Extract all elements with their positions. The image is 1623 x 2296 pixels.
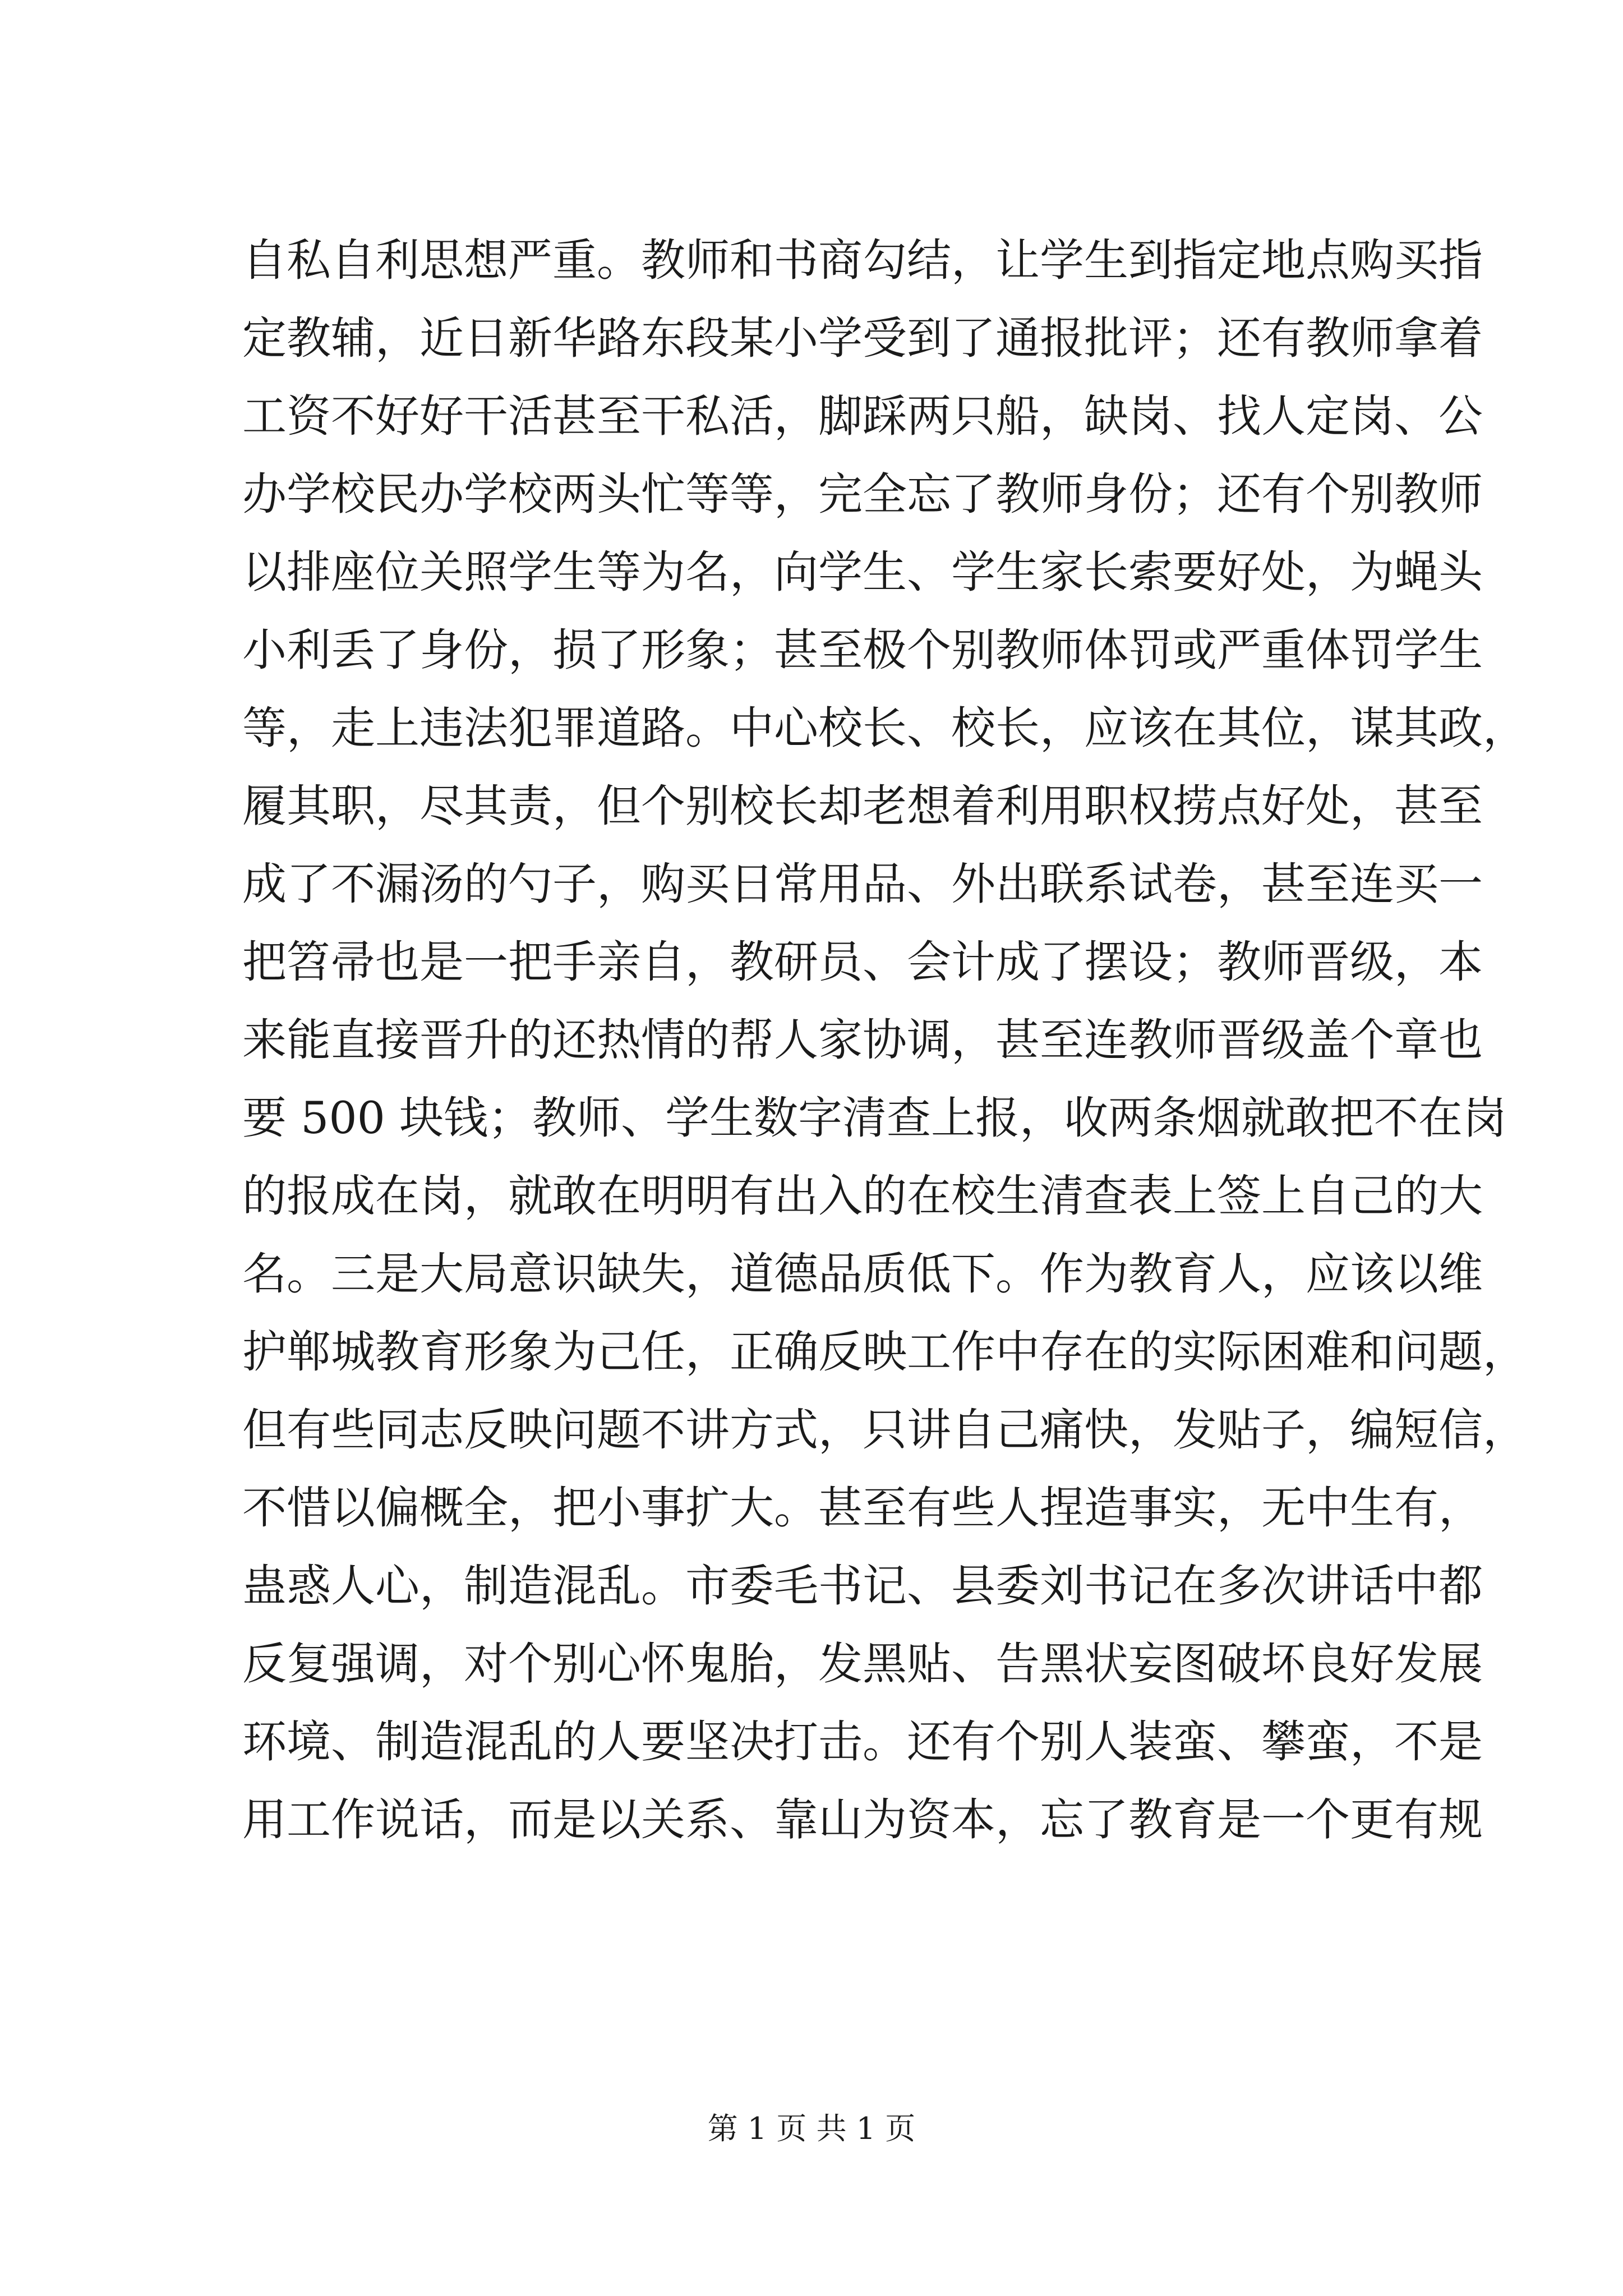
- text-line-17: 不惜以偏概全，把小事扩大。甚至有些人捏造事实，无中生有，: [242, 1482, 1483, 1534]
- text-line-18: 蛊惑人心，制造混乱。市委毛书记、县委刘书记在多次讲话中都: [242, 1560, 1483, 1612]
- text-line-7: 等，走上违法犯罪道路。中心校长、校长，应该在其位，谋其政，: [242, 702, 1527, 754]
- text-line-16: 但有些同志反映问题不讲方式，只讲自己痛快，发贴子，编短信，: [242, 1404, 1527, 1456]
- text-line-19: 反复强调，对个别心怀鬼胎，发黑贴、告黑状妄图破坏良好发展: [242, 1638, 1483, 1690]
- text-line-15: 护郸城教育形象为己任，正确反映工作中存在的实际困难和问题，: [242, 1326, 1527, 1378]
- page-number-label: 第 1 页 共 1 页: [707, 2111, 916, 2146]
- text-line-10: 把笤帚也是一把手亲自，教研员、会计成了摆设；教师晋级，本: [242, 936, 1483, 988]
- text-line-2: 定教辅，近日新华路东段某小学受到了通报批评；还有教师拿着: [242, 312, 1483, 364]
- page-footer: [0, 2109, 1623, 2148]
- text-line-6: 小利丢了身份，损了形象；甚至极个别教师体罚或严重体罚学生: [242, 624, 1483, 676]
- text-line-1: 自私自利思想严重。教师和书商勾结，让学生到指定地点购买指: [242, 234, 1483, 286]
- body-text: [242, 222, 1527, 1859]
- text-line-4: 办学校民办学校两头忙等等，完全忘了教师身份；还有个别教师: [242, 468, 1483, 520]
- text-line-9: 成了不漏汤的勺子，购买日常用品、外出联系试卷，甚至连买一: [242, 858, 1483, 910]
- text-line-5: 以排座位关照学生等为名，向学生、学生家长索要好处，为蝇头: [242, 546, 1483, 598]
- text-line-21: 用工作说话，而是以关系、靠山为资本，忘了教育是一个更有规: [242, 1794, 1483, 1846]
- text-line-20: 环境、制造混乱的人要坚决打击。还有个别人装蛮、攀蛮，不是: [242, 1716, 1483, 1768]
- text-line-14: 名。三是大局意识缺失，道德品质低下。作为教育人，应该以维: [242, 1248, 1483, 1300]
- text-line-8: 履其职，尽其责，但个别校长却老想着利用职权捞点好处，甚至: [242, 780, 1483, 832]
- text-line-11: 来能直接晋升的还热情的帮人家协调，甚至连教师晋级盖个章也: [242, 1014, 1483, 1066]
- text-line-12: 要 500 块钱；教师、学生数字清查上报，收两条烟就敢把不在岗: [242, 1092, 1507, 1144]
- text-line-13: 的报成在岗，就敢在明明有出入的在校生清查表上签上自己的大: [242, 1170, 1483, 1222]
- text-line-3: 工资不好好干活甚至干私活，脚踩两只船，缺岗、找人定岗、公: [242, 390, 1483, 442]
